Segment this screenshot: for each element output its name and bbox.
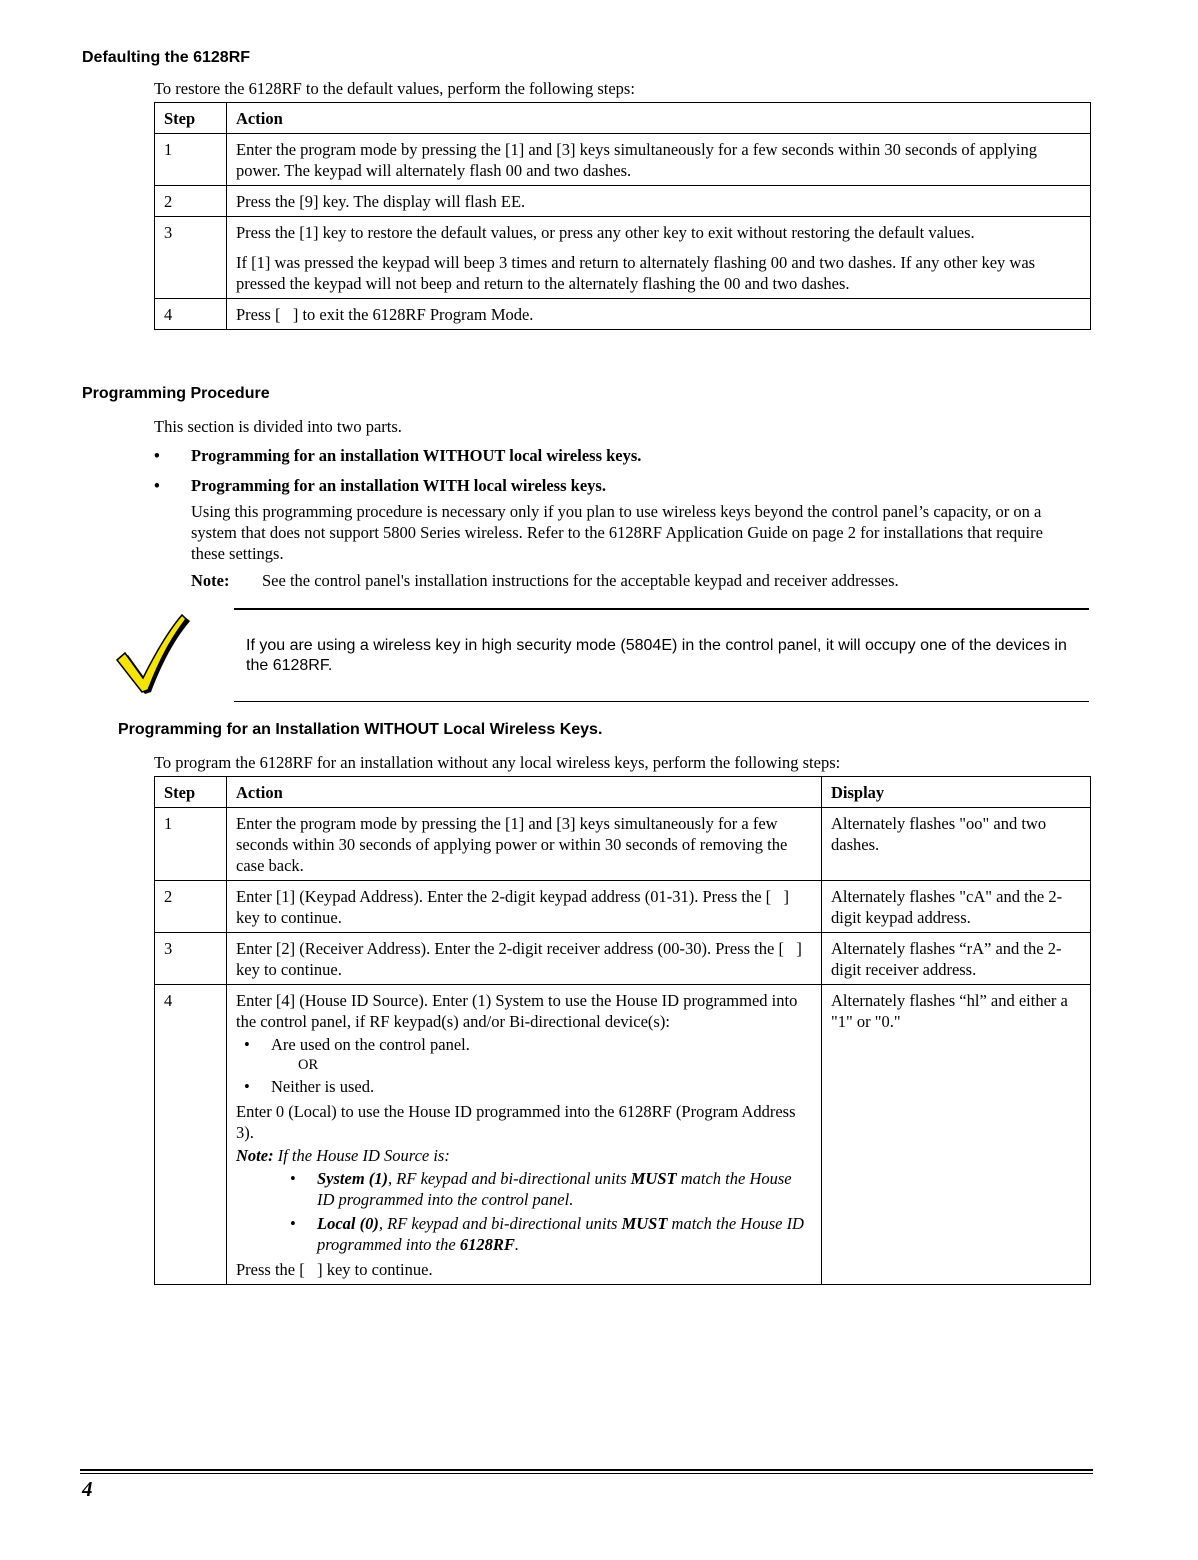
without-keys-intro: To program the 6128RF for an installation without any local wireless keys, perform the following steps: — [154, 753, 841, 772]
action-cell — [227, 134, 1091, 186]
note-text: See the control panel's installation instructions for the acceptable keypad and receiver addresses. — [262, 571, 899, 590]
step-cell: 3 — [155, 933, 227, 985]
table-row — [155, 134, 1091, 186]
action-text: Enter the program mode by pressing the [1] and [3] keys simultaneously for a few seconds within 30 seconds of applying power. The keypad will alternately flash 00 and two dashes. — [236, 140, 1037, 180]
list-item: • Neither is used. — [236, 1076, 812, 1097]
step-cell: 1 — [155, 134, 227, 186]
checkmark-icon — [112, 612, 192, 696]
callout-text: If you are using a wireless key in high security mode (5804E) in the control panel, it will occupy one of the devices in the 6128RF. — [246, 637, 1067, 674]
note-option-emphasis: 6128RF — [459, 1235, 515, 1254]
step-cell: 1 — [155, 808, 227, 881]
note-option-local: Local (0) — [317, 1214, 379, 1233]
action-cell — [227, 985, 822, 1285]
column-header-display: Display — [822, 777, 1091, 808]
without-keys-steps-table — [154, 776, 1091, 1285]
or-text: OR — [298, 1057, 319, 1073]
column-header-action: Action — [227, 103, 1091, 134]
callout-bottom-rule — [234, 701, 1089, 702]
bullet-marker: • — [154, 476, 160, 495]
note-text: If the House ID Source is: — [277, 1146, 450, 1165]
page-number: 4 — [82, 1477, 93, 1501]
step-cell: 2 — [155, 881, 227, 933]
table-row — [155, 933, 1091, 985]
table-row — [155, 217, 1091, 299]
condition-list — [236, 1076, 812, 1097]
continue-text: Press the [ ] key to continue. — [236, 1260, 433, 1279]
note-option-text: . — [514, 1235, 519, 1254]
display-cell: Alternately flashes "oo" and two dashes. — [822, 808, 1091, 881]
table-header-row — [155, 103, 1091, 134]
column-header-step: Step — [155, 777, 227, 808]
table-row — [155, 299, 1091, 330]
table-row — [155, 808, 1091, 881]
bullet-with-local-keys: Programming for an installation WITH local wireless keys. — [191, 476, 606, 495]
action-cell — [227, 217, 1091, 299]
local-text: Enter 0 (Local) to use the House ID programmed into the 6128RF (Program Address 3). — [236, 1102, 796, 1142]
list-item — [236, 1168, 812, 1210]
action-text: If [1] was pressed the keypad will beep 3 times and return to alternately flashing 00 and two dashes. If any other key was pressed the keypad will not beep and return to the alternately flashing the 00 and two dashes. — [236, 253, 1036, 293]
note-list — [236, 1168, 812, 1255]
step-cell: 2 — [155, 186, 227, 217]
action-cell: Enter the program mode by pressing the [1] and [3] keys simultaneously for a few seconds within 30 seconds of applying power or within 30 seconds of removing the case back. — [227, 808, 822, 881]
action-cell: Enter [1] (Keypad Address). Enter the 2-digit keypad address (01-31). Press the [ ] key to continue. — [227, 881, 822, 933]
bullet-without-local-keys: Programming for an installation WITHOUT local wireless keys. — [191, 446, 642, 465]
action-text: Press the [1] key to restore the default values, or press any other key to exit without restoring the default values. — [236, 223, 975, 242]
note-label: Note: — [191, 571, 230, 590]
defaulting-steps-table — [154, 102, 1091, 330]
display-cell: Alternately flashes "cA" and the 2-digit keypad address. — [822, 881, 1091, 933]
table-row — [155, 881, 1091, 933]
programming-intro: This section is divided into two parts. — [154, 417, 402, 436]
note-label: Note: — [236, 1146, 274, 1165]
defaulting-intro: To restore the 6128RF to the default values, perform the following steps: — [154, 79, 635, 98]
table-row — [155, 985, 1091, 1285]
action-cell — [227, 186, 1091, 217]
list-item — [236, 1213, 812, 1255]
bullet-marker: • — [154, 446, 160, 465]
table-row — [155, 186, 1091, 217]
table-header-row — [155, 777, 1091, 808]
note-option-text: , RF keypad and bi-directional units — [388, 1169, 631, 1188]
action-cell — [227, 299, 1091, 330]
action-text: Press [ ] to exit the 6128RF Program Mode. — [236, 305, 534, 324]
list-item: • Are used on the control panel. — [236, 1034, 812, 1055]
note-option-text: match the House ID programmed into the control panel. — [317, 1169, 792, 1209]
house-id-note — [236, 1145, 812, 1166]
note-option-emphasis: MUST — [630, 1169, 677, 1188]
display-cell: Alternately flashes “rA” and the 2-digit receiver address. — [822, 933, 1091, 985]
house-id-intro: Enter [4] (House ID Source). Enter (1) System to use the House ID programmed into the control panel, if RF keypad(s) and/or Bi-directional device(s): — [236, 991, 798, 1031]
note-option-system: System (1) — [317, 1169, 389, 1188]
condition-list — [236, 1034, 812, 1055]
step-cell: 4 — [155, 299, 227, 330]
column-header-action: Action — [227, 777, 822, 808]
programming-body: Using this programming procedure is necessary only if you plan to use wireless keys beyond the control panel’s capacity, or on a system that does not support 5800 Series wireless. Refer to the 6128RF Application Guide on page 2 for installations that require these settings. — [191, 502, 1043, 563]
note-option-text: , RF keypad and bi-directional units — [378, 1214, 622, 1233]
section-heading-without-local-keys: Programming for an Installation WITHOUT Local Wireless Keys. — [118, 721, 603, 738]
section-heading-defaulting: Defaulting the 6128RF — [82, 49, 251, 66]
section-heading-programming-procedure: Programming Procedure — [82, 385, 270, 402]
footer-rule — [80, 1469, 1093, 1471]
action-text: Press the [9] key. The display will flash EE. — [236, 192, 526, 211]
callout-top-rule — [234, 608, 1089, 610]
column-header-step: Step — [155, 103, 227, 134]
note-option-emphasis: MUST — [621, 1214, 668, 1233]
footer-rule-thin — [80, 1473, 1093, 1474]
step-cell: 4 — [155, 985, 227, 1285]
display-cell: Alternately flashes “hl” and either a "1" or "0." — [822, 985, 1091, 1285]
action-cell: Enter [2] (Receiver Address). Enter the 2-digit receiver address (00-30). Press the [ ] key to continue. — [227, 933, 822, 985]
note-option-text: match the House ID programmed into the — [317, 1214, 804, 1254]
step-cell: 3 — [155, 217, 227, 299]
